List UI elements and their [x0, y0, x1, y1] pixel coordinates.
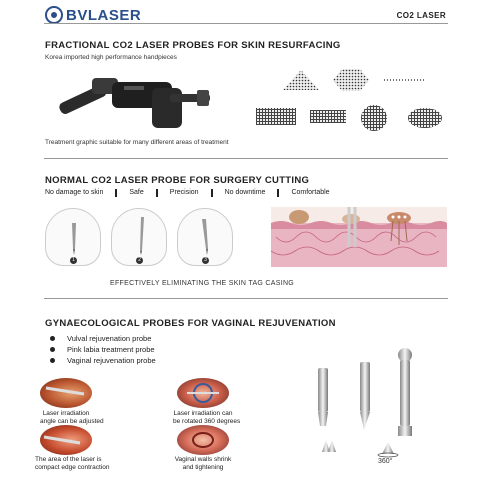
- surgery-tip-card-2: [111, 208, 167, 266]
- gyn-probe-label: Pink labia treatment probe: [67, 345, 155, 354]
- bullet-icon: [50, 358, 55, 363]
- rotation-label: 360°: [378, 458, 393, 465]
- circle-pattern-icon: [361, 105, 387, 131]
- section2-title: NORMAL CO2 LASER PROBE FOR SURGERY CUTTING: [45, 175, 310, 186]
- feature-no-damage: No damage to skin: [45, 189, 104, 196]
- brand-logo: [45, 6, 141, 24]
- tip-number-3: 3: [202, 257, 209, 264]
- section2-caption: EFFECTIVELY ELIMINATING THE SKIN TAG CASING: [110, 280, 295, 287]
- section1-divider: [44, 158, 448, 159]
- gyn-probe-item: [50, 356, 156, 365]
- photo-caption-1: [40, 410, 104, 426]
- feature-no-downtime: No downtime: [224, 189, 266, 196]
- triangle-pattern-icon: [283, 70, 319, 90]
- fractional-handpiece-image: [52, 64, 222, 134]
- hexagon-pattern-icon: [333, 69, 369, 91]
- photo-caption-3-line2: compact edge contraction: [35, 464, 110, 471]
- gyn-probe-item: [50, 345, 155, 354]
- square-pattern-icon: [256, 108, 296, 125]
- section1-subtitle: Korea imported high performance handpieces: [45, 54, 177, 61]
- features-row: [45, 189, 330, 197]
- section2-divider: [44, 298, 448, 299]
- bullet-icon: [50, 347, 55, 352]
- skin-tag-removal-illustration: [271, 207, 447, 267]
- photo-caption-2: [173, 410, 241, 426]
- gynaecological-probes-image: [300, 340, 440, 470]
- photo-caption-2-line1: Laser irradiation can: [173, 410, 233, 417]
- brand-name: BVLASER: [66, 6, 142, 24]
- rectangle-pattern-icon: [310, 110, 346, 123]
- feature-precision: Precision: [169, 189, 199, 196]
- photo-caption-4-line2: and tightening: [182, 464, 224, 471]
- dotted-line-pattern-icon: [383, 78, 425, 82]
- photo-caption-1-line2: angle can be adjusted: [40, 418, 104, 425]
- photo-caption-3: [35, 456, 110, 472]
- ellipse-pattern-icon: [408, 108, 442, 128]
- logo-mark-icon: [45, 6, 63, 24]
- surgery-tip-card-3: [177, 208, 233, 266]
- photo-caption-3-line1: The area of the laser is: [35, 456, 102, 463]
- feature-comfortable: Comfortable: [291, 189, 330, 196]
- product-label: CO2 LASER: [396, 11, 446, 20]
- feature-safe: Safe: [129, 189, 144, 196]
- section3-title: GYNAECOLOGICAL PROBES FOR VAGINAL REJUVENATION: [45, 318, 336, 329]
- section1-title: FRACTIONAL CO2 LASER PROBES FOR SKIN RESURFACING: [45, 40, 341, 51]
- gyn-probe-item: [50, 334, 151, 343]
- gyn-probe-label: Vulval rejuvenation probe: [67, 334, 152, 343]
- header-divider: [44, 23, 448, 24]
- feature-separator: [115, 189, 117, 197]
- bullet-icon: [50, 336, 55, 341]
- feature-separator: [211, 189, 213, 197]
- gyn-probe-label: Vaginal rejuvenation probe: [67, 356, 156, 365]
- feature-separator: [277, 189, 279, 197]
- photo-caption-4: [173, 456, 233, 472]
- tip-number-2: 2: [136, 257, 143, 264]
- photo-caption-2-line2: be rotated 360 degrees: [173, 418, 241, 425]
- feature-separator: [156, 189, 158, 197]
- tip-number-1: 1: [70, 257, 77, 264]
- laser-rotation-photo: [177, 378, 229, 408]
- vaginal-wall-photo: [177, 425, 229, 455]
- photo-caption-1-line1: Laser irradiation: [42, 410, 90, 417]
- laser-area-photo: [40, 425, 92, 455]
- photo-caption-4-line1: Vaginal walls shrink: [174, 456, 232, 463]
- section1-caption: Treatment graphic suitable for many different areas of treatment: [45, 139, 229, 146]
- surgery-tip-card-1: [45, 208, 101, 266]
- laser-angle-photo: [40, 378, 92, 408]
